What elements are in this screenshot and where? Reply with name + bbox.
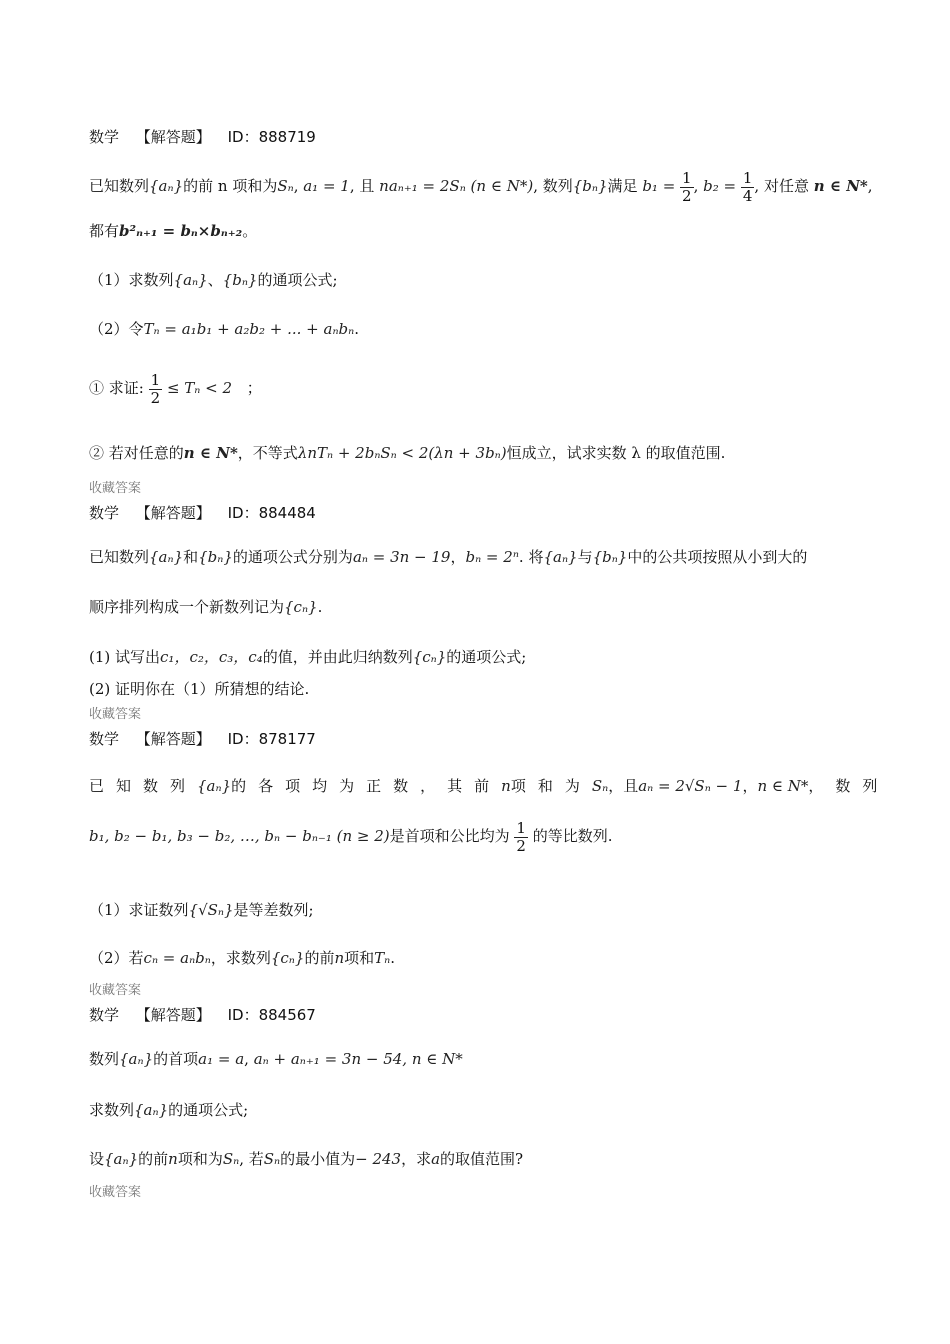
question-part: (1) 试写出c₁，c₂，c₃，c₄的值，并由此归纳数列{cₙ}的通项公式; xyxy=(89,648,527,666)
math-min-value: − 243 xyxy=(355,1150,402,1168)
math-an: aₙ = 2√Sₙ − 1 xyxy=(638,777,743,795)
question-part: 求数列{aₙ}的通项公式; xyxy=(89,1101,249,1119)
favorite-answer-link[interactable]: 收藏答案 xyxy=(89,481,142,496)
math-tn-def: Tₙ = a₁b₁ + a₂b₂ + ... + aₙbₙ xyxy=(143,320,355,338)
fraction: $\frac{1}{2}$ xyxy=(150,371,161,407)
question-header xyxy=(89,730,328,748)
question-type-label: 【解答题】 xyxy=(135,1006,211,1024)
math-c-terms: c₁，c₂，c₃，c₄ xyxy=(160,648,263,666)
subject-label: 数学 xyxy=(89,730,120,748)
question-part: （2）若cₙ = aₙbₙ，求数列{cₙ}的前n项和Tₙ. xyxy=(89,949,396,967)
question-text: 已知数列{aₙ}的前 n 项和为Sₙ, a₁ = 1, 且 naₙ₊₁ = 2Sₙ (n ∈ N*), 数列{bₙ}满足 b₁ = $\frac{1}{2}$ , b₂ = $\frac{1}{4}$ , 对任意 n ∈ N*, xyxy=(89,169,873,205)
subject-label: 数学 xyxy=(89,1006,120,1024)
math-seq-b: {bₙ} xyxy=(572,177,608,195)
question-id: ID：888719 xyxy=(227,128,316,146)
math-an: aₙ = 3n − 19 xyxy=(352,548,451,566)
subject-label: 数学 xyxy=(89,128,120,146)
math-b1: b₁ = xyxy=(642,177,676,195)
math-seq-a: {aₙ} xyxy=(149,177,184,195)
question-text: 已知数列{aₙ}和{bₙ}的通项公式分别为aₙ = 3n − 19，bₙ = 2ⁿ. 将{aₙ}与{bₙ}中的公共项按照从小到大的 xyxy=(89,548,808,566)
question-id: ID：884484 xyxy=(227,504,316,522)
question-part: （1）求证数列{√Sₙ}是等差数列; xyxy=(89,901,314,919)
question-part: （2）令Tₙ = a₁b₁ + a₂b₂ + ... + aₙbₙ. xyxy=(89,320,359,338)
math-recurrence: b²ₙ₊₁ = bₙ×bₙ₊₂ xyxy=(119,222,243,240)
question-part: 设{aₙ}的前n项和为Sₙ, 若Sₙ的最小值为− 243，求a的取值范围? xyxy=(89,1150,524,1168)
question-text: 已知数列 {aₙ} 的各项均为正数，其前 n 项和为 Sₙ ，且 aₙ = 2√Sₙ − 1 ， n ∈ N* ，数列 xyxy=(89,777,890,795)
fraction: $\frac{1}{2}$ xyxy=(682,169,692,205)
question-header xyxy=(89,128,328,146)
question-id: ID：884567 xyxy=(227,1006,316,1024)
question-text: 顺序排列构成一个新数列记为{cₙ}. xyxy=(89,598,323,616)
math-n-in-N: n ∈ N* xyxy=(813,177,868,195)
question-type-label: 【解答题】 xyxy=(135,128,211,146)
math-a1: a₁ = 1 xyxy=(303,177,350,195)
favorite-answer-link[interactable]: 收藏答案 xyxy=(89,983,142,998)
question-text: 数列{aₙ}的首项a₁ = a, aₙ + aₙ₊₁ = 3n − 54, n ∈ N* xyxy=(89,1050,463,1068)
question-type-label: 【解答题】 xyxy=(135,504,211,522)
math-bn: bₙ = 2ⁿ xyxy=(465,548,519,566)
question-header xyxy=(89,504,328,522)
math-bound: ≤ Tₙ < 2 xyxy=(166,379,233,397)
fraction: $\frac{1}{4}$ xyxy=(742,169,753,205)
math-relation: aₙ + aₙ₊₁ = 3n − 54, n ∈ N* xyxy=(253,1050,463,1068)
favorite-answer-link[interactable]: 收藏答案 xyxy=(89,707,142,722)
math-inequality: λnTₙ + 2bₙSₙ < 2(λn + 3bₙ) xyxy=(297,444,507,462)
math-b2: b₂ = xyxy=(703,177,737,195)
fraction: $\frac{1}{2}$ xyxy=(516,819,526,855)
math-sqrt-sn: {√Sₙ} xyxy=(188,901,234,919)
question-header xyxy=(89,1006,328,1024)
math-sn: Sₙ xyxy=(277,177,294,195)
favorite-answer-link[interactable]: 收藏答案 xyxy=(89,1185,142,1200)
question-part: （1）求数列{aₙ}、{bₙ}的通项公式; xyxy=(89,271,338,289)
question-type-label: 【解答题】 xyxy=(135,730,211,748)
question-subpart: ② 若对任意的n ∈ N*，不等式λnTₙ + 2bₙSₙ < 2(λn + 3bₙ)恒成立，试求实数 λ 的取值范围. xyxy=(89,444,726,462)
math-relation: naₙ₊₁ = 2Sₙ (n ∈ N*) xyxy=(379,177,534,195)
question-text: b₁, b₂ − b₁, b₃ − b₂, …, bₙ − bₙ₋₁ (n ≥ 2)是首项和公比均为 $\frac{1}{2}$ 的等比数列. xyxy=(89,819,613,855)
subject-label: 数学 xyxy=(89,504,120,522)
question-part: (2) 证明你在（1）所猜想的结论. xyxy=(89,680,310,698)
question-id: ID：878177 xyxy=(227,730,316,748)
math-cn: cₙ = aₙbₙ xyxy=(143,949,211,967)
question-text: 都有b²ₙ₊₁ = bₙ×bₙ₊₂。 xyxy=(89,222,258,240)
math-a1: a₁ = a xyxy=(198,1050,245,1068)
math-b-differences: b₁, b₂ − b₁, b₃ − b₂, …, bₙ − bₙ₋₁ (n ≥ 2) xyxy=(89,827,390,845)
question-subpart: ① 求证: $\frac{1}{2}$ ≤ Tₙ < 2 ； xyxy=(89,371,262,407)
